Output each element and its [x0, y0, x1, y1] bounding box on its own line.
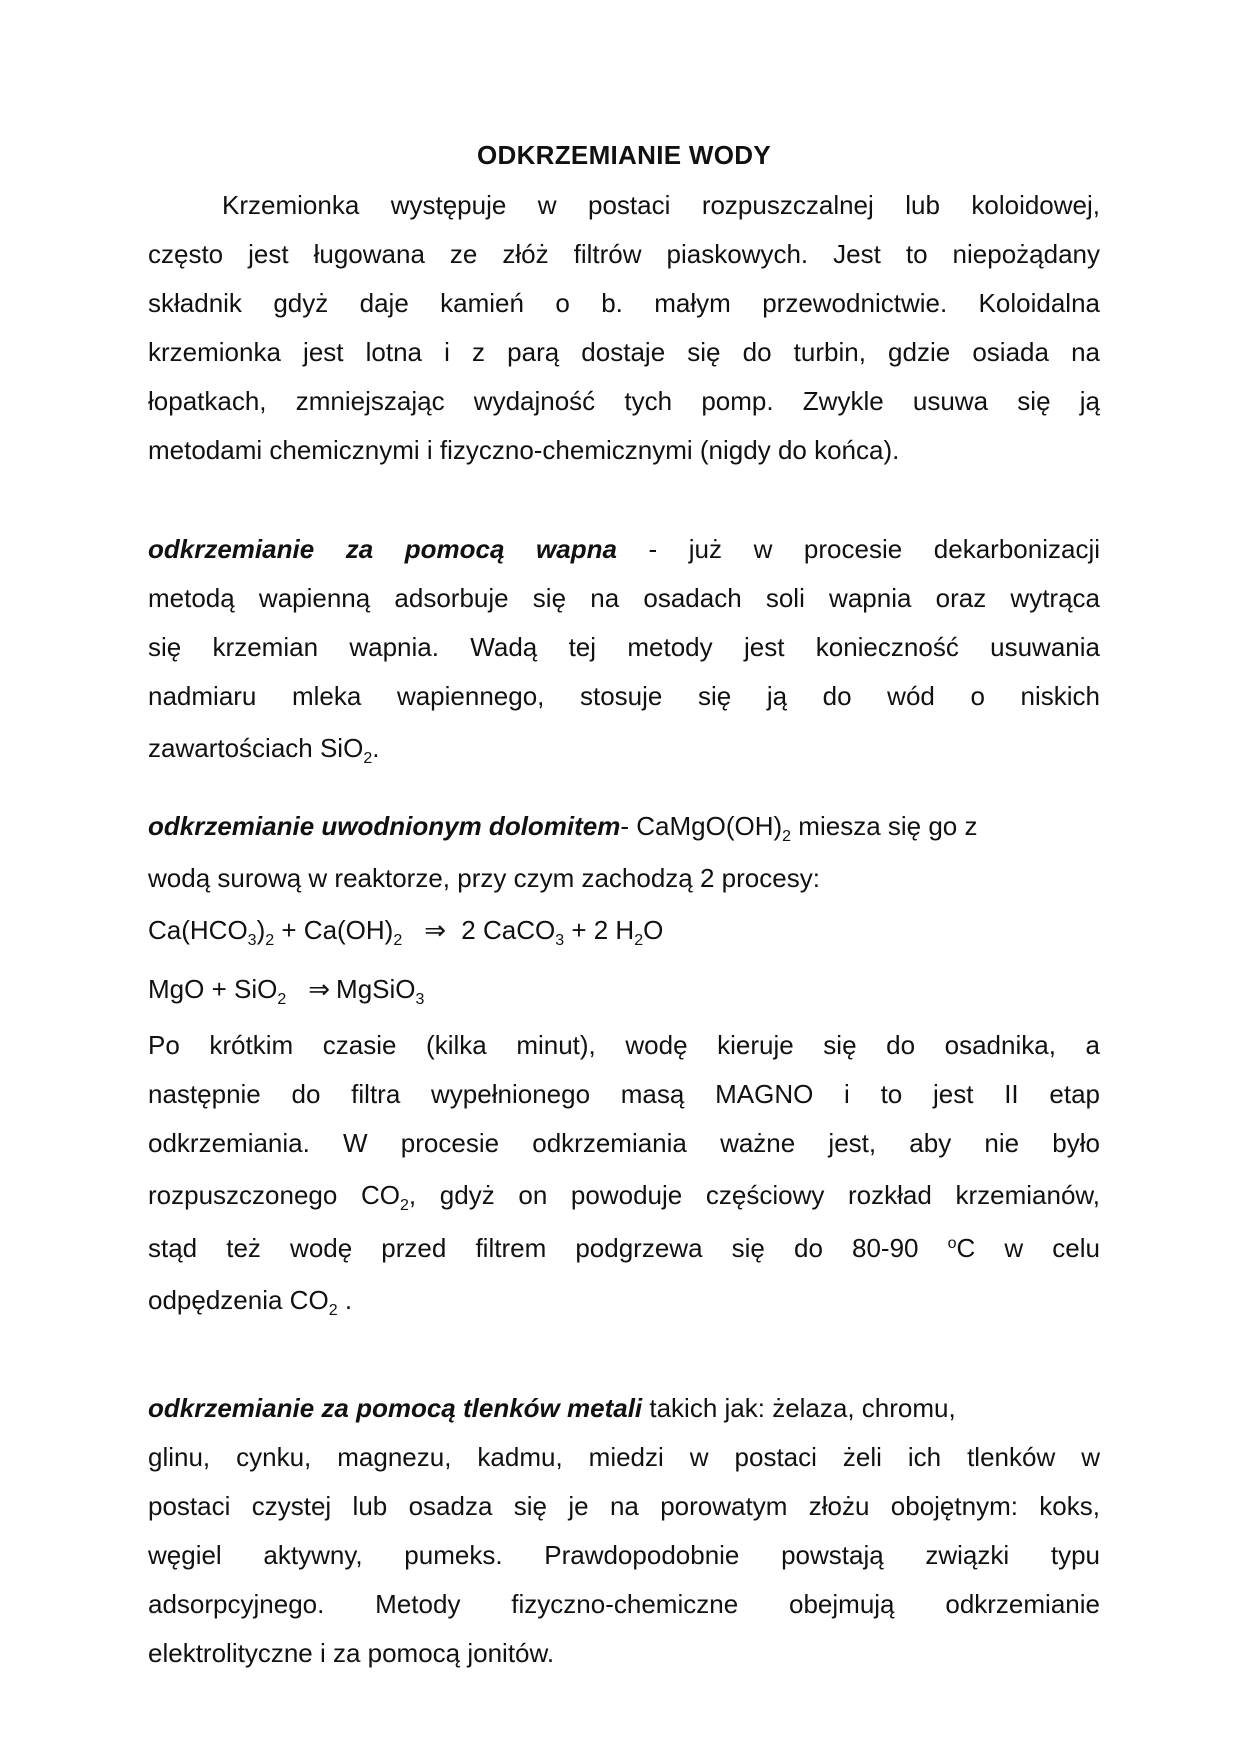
- section-heading-dolomite: odkrzemianie uwodnionym dolomitem: [148, 811, 621, 841]
- oxides-line-2: glinu, cynku, magnezu, kadmu, miedzi w postaci żeli ich tlenków w: [148, 1442, 1100, 1472]
- equation-2: MgO + SiO$_2$ ⇒ MgSiO$_3$: [148, 974, 425, 1008]
- intro-line-5: łopatkach, zmniejszając wydajność tych pomp. Zwykle usuwa się ją: [148, 386, 1100, 416]
- dolomite-para-line-6: odpędzenia $CO_2$ .: [148, 1285, 353, 1319]
- implies-arrow-icon: ⇒: [424, 915, 447, 945]
- dolomite-para-line-5: stąd też wodę przed filtrem podgrzewa się do 80-90 $^o$C w celu: [148, 1233, 1100, 1263]
- oxides-line-4: węgiel aktywny, pumeks. Prawdopodobnie powstają związki typu: [148, 1540, 1100, 1570]
- section-heading-oxides: odkrzemianie za pomocą tlenków metali: [148, 1393, 643, 1423]
- dolomite-para-line-1: Po krótkim czasie (kilka minut), wodę kieruje się do osadnika, a: [148, 1030, 1100, 1060]
- intro-line-2: często jest ługowana ze złóż filtrów piaskowych. Jest to niepożądany: [148, 239, 1100, 269]
- lime-line-4: nadmiaru mleka wapiennego, stosuje się ją do wód o niskich: [148, 681, 1100, 711]
- oxides-line-3: postaci czystej lub osadza się je na porowatym złożu obojętnym: koks,: [148, 1491, 1100, 1521]
- intro-line-6: metodami chemicznymi i fizyczno-chemicznymi (nigdy do końca).: [148, 435, 900, 465]
- implies-arrow-icon: ⇒: [308, 974, 331, 1004]
- lime-line-3: się krzemian wapnia. Wadą tej metody jest konieczność usuwania: [148, 632, 1100, 662]
- page-title: ODKRZEMIANIE WODY: [477, 140, 771, 170]
- dolomite-para-line-2: następnie do filtra wypełnionego masą MAGNO i to jest II etap: [148, 1079, 1100, 1109]
- dolomite-para-line-4: rozpuszczonego $CO_2$, gdyż on powoduje częściowy rozkład krzemianów,: [148, 1180, 1100, 1214]
- oxides-line-5: adsorpcyjnego. Metody fizyczno-chemiczne obejmują odkrzemianie: [148, 1589, 1100, 1619]
- dolomite-para-line-3: odkrzemiania. W procesie odkrzemiania ważne jest, aby nie było: [148, 1128, 1100, 1158]
- lime-line-2: metodą wapienną adsorbuje się na osadach soli wapnia oraz wytrąca: [148, 583, 1100, 613]
- equation-1: $Ca(HCO_3)_2 + Ca(OH)_2$ ⇒ 2 CaCO$_3$ + 2 $H_2O$: [148, 915, 664, 949]
- oxides-line-6: elektrolityczne i za pomocą jonitów.: [148, 1638, 555, 1668]
- intro-line-3: składnik gdyż daje kamień o b. małym przewodnictwie. Koloidalna: [148, 288, 1100, 318]
- section-heading-lime: odkrzemianie za pomocą wapna: [148, 534, 617, 564]
- intro-line-4: krzemionka jest lotna i z parą dostaje się do turbin, gdzie osiada na: [148, 337, 1100, 367]
- dolomite-line-1: odkrzemianie uwodnionym dolomitem- $CaMgO(OH)_2$ miesza się go z: [148, 811, 978, 845]
- lime-line-1: odkrzemianie za pomocą wapna - już w procesie dekarbonizacji: [148, 534, 1100, 564]
- oxides-line-1: odkrzemianie za pomocą tlenków metali takich jak: żelaza, chromu,: [148, 1393, 956, 1423]
- lime-line-5: zawartościach SiO$_2$.: [148, 733, 380, 767]
- intro-line-1: Krzemionka występuje w postaci rozpuszczalnej lub koloidowej,: [222, 190, 1100, 220]
- dolomite-line-2: wodą surową w reaktorze, przy czym zachodzą 2 procesy:: [148, 863, 820, 893]
